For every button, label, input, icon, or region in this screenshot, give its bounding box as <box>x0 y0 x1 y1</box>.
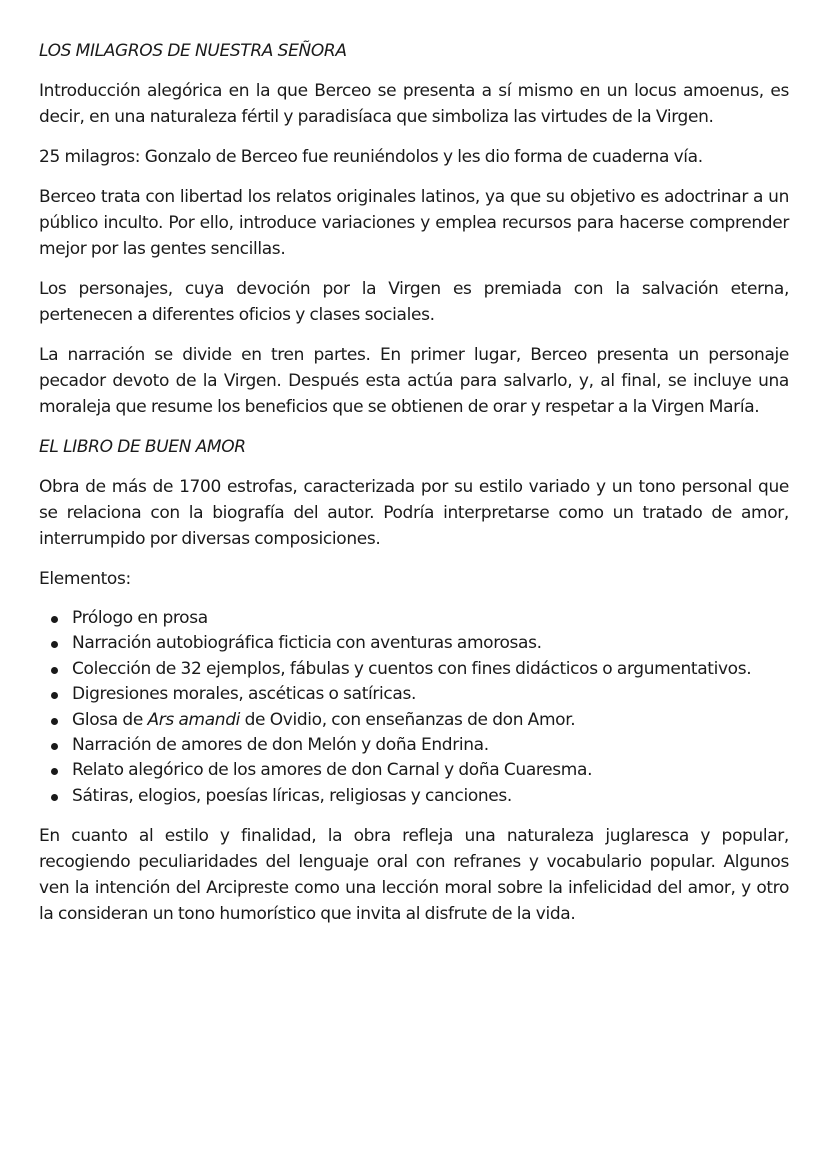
list-item <box>39 657 789 682</box>
paragraph-libertad-relatos: Berceo trata con libertad los relatos originales latinos, ya que su objetivo es adoctrinar a un público inculto. Por ello, introduce variaciones y emplea recursos para hacerse comprender mejor por las gentes sencillas. <box>39 187 789 259</box>
bullet-dot-icon <box>51 641 58 648</box>
list-item <box>39 682 789 707</box>
list-item-text: Narración autobiográfica ficticia con aventuras amorosas. <box>72 633 542 654</box>
elements-list <box>39 606 789 809</box>
section-heading-buen-amor: EL LIBRO DE BUEN AMOR <box>39 437 246 457</box>
paragraph-estilo-finalidad: En cuanto al estilo y finalidad, la obra refleja una naturaleza juglaresca y popular, recogiendo peculiaridades del lenguaje oral con refranes y vocabulario popular. Algunos ven la intención del Arcipreste como una lección moral sobre la infelicidad del amor, y otro la consideran un tono humorístico que invita al disfrute de la vida. <box>39 826 789 925</box>
paragraph-narracion-partes: La narración se divide en tren partes. En primer lugar, Berceo presenta un personaje pecador devoto de la Virgen. Después esta actúa para salvarlo, y, al final, se incluye una moraleja que resume los beneficios que se obtienen de orar y respetar a la Virgen María. <box>39 345 789 417</box>
list-item-text-before: Glosa de <box>72 709 148 730</box>
paragraph-personajes: Los personajes, cuya devoción por la Virgen es premiada con la salvación eterna, pertenecen a diferentes oficios y clases sociales. <box>39 279 789 325</box>
document-page <box>39 38 789 941</box>
paragraph-introduccion: Introducción alegórica en la que Berceo se presenta a sí mismo en un locus amoenus, es decir, en una naturaleza fértil y paradisíaca que simboliza las virtudes de la Virgen. <box>39 81 789 127</box>
list-item <box>39 733 789 758</box>
list-item <box>39 708 789 733</box>
list-item-text-after: de Ovidio, con enseñanzas de don Amor. <box>240 709 576 730</box>
elements-label: Elementos: <box>39 569 131 589</box>
bullet-dot-icon <box>51 667 58 674</box>
bullet-dot-icon <box>51 692 58 699</box>
bullet-dot-icon <box>51 768 58 775</box>
list-item-text-italic-title: Ars amandi <box>147 709 241 730</box>
paragraph-25-milagros: 25 milagros: Gonzalo de Berceo fue reuniéndolos y les dio forma de cuaderna vía. <box>39 147 703 167</box>
bullet-dot-icon <box>51 718 58 725</box>
list-item-text: Narración de amores de don Melón y doña Endrina. <box>72 735 489 756</box>
list-item <box>39 606 789 631</box>
bullet-dot-icon <box>51 794 58 801</box>
list-item-text: Digresiones morales, ascéticas o satíricas. <box>72 684 417 705</box>
list-item <box>39 631 789 656</box>
list-item-text: Prólogo en prosa <box>72 608 208 628</box>
list-item-text: Relato alegórico de los amores de don Carnal y doña Cuaresma. <box>72 760 593 781</box>
list-item-text: Colección de 32 ejemplos, fábulas y cuentos con fines didácticos o argumentativos. <box>72 658 752 679</box>
section-heading-milagros: LOS MILAGROS DE NUESTRA SEÑORA <box>39 41 347 61</box>
list-item-text: Sátiras, elogios, poesías líricas, religiosas y canciones. <box>72 785 512 806</box>
paragraph-obra-estrofas: Obra de más de 1700 estrofas, caracterizada por su estilo variado y un tono personal que se relaciona con la biografía del autor. Podría interpretarse como un tratado de amor, interrumpido por diversas composiciones. <box>39 477 789 549</box>
bullet-dot-icon <box>51 743 58 750</box>
list-item <box>39 784 789 809</box>
list-item <box>39 758 789 783</box>
bullet-dot-icon <box>51 616 58 623</box>
